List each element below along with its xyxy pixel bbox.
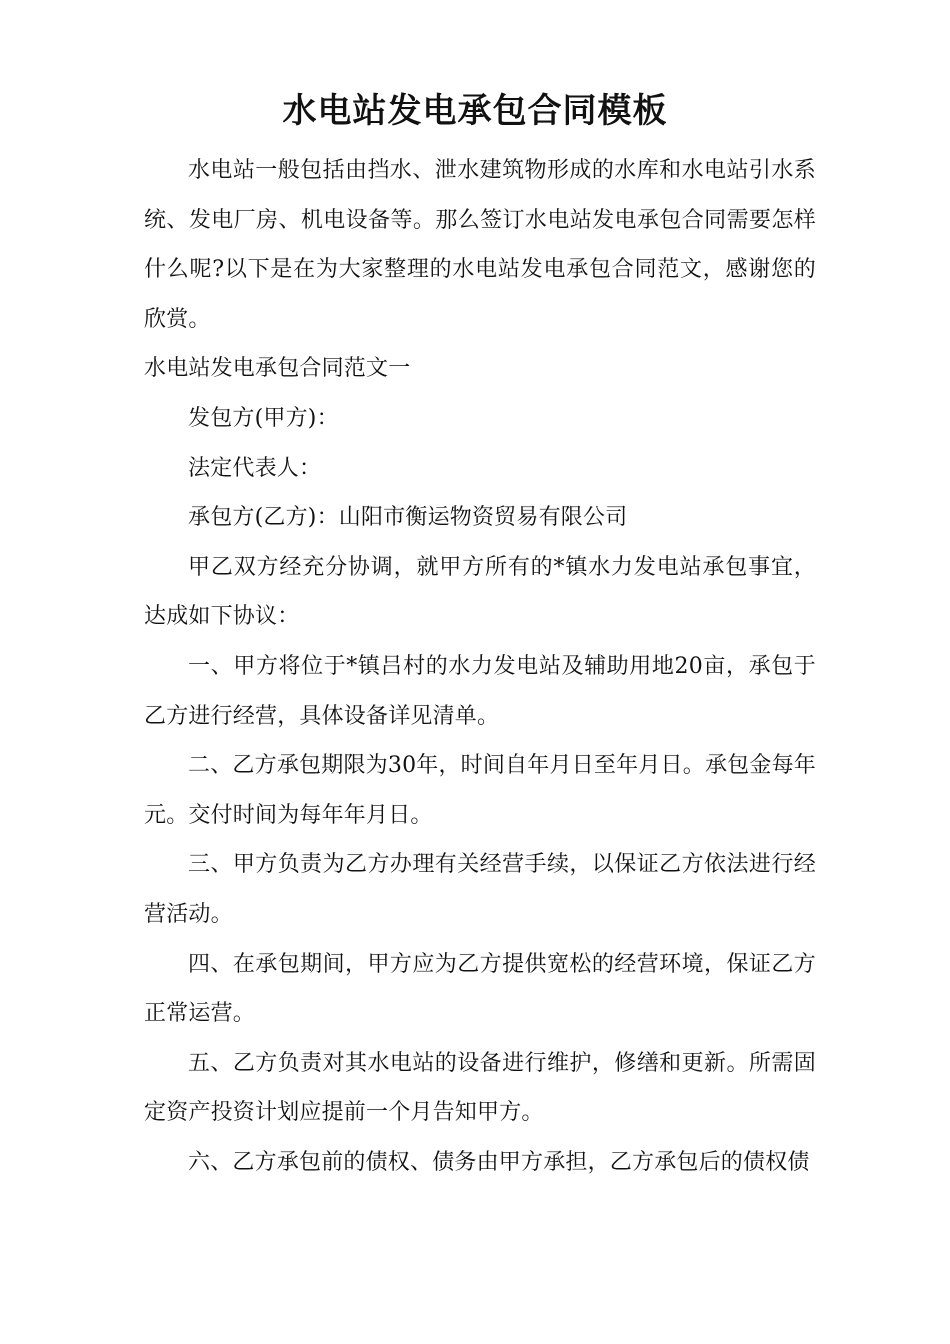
document-title: 水电站发电承包合同模板 [282,91,668,131]
document-body [144,146,816,1187]
clause-3: 三、甲方负责为乙方办理有关经营手续，以保证乙方依法进行经营活动。 [144,852,816,927]
clause-2: 二、乙方承包期限为30年，时间自年月日至年月日。承包金每年元。交付时间为每年年月日。 [144,753,816,828]
clause-4: 四、在承包期间，甲方应为乙方提供宽松的经营环境，保证乙方正常运营。 [144,951,816,1027]
section-heading: 水电站发电承包合同范文一 [144,356,411,382]
party-a-line: 发包方(甲方)： [188,405,339,431]
legal-representative-line: 法定代表人： [188,455,322,481]
clause-5: 五、乙方负责对其水电站的设备进行维护，修缮和更新。所需固定资产投资计划应提前一个月告知甲方。 [144,1050,816,1126]
clause-6: 六、乙方承包前的债权、债务由甲方承担，乙方承包后的债权债 [188,1149,810,1175]
agreement-preamble: 甲乙双方经充分协调，就甲方所有的*镇水力发电站承包事宜，达成如下协议： [144,554,816,630]
intro-paragraph: 水电站一般包括由挡水、泄水建筑物形成的水库和水电站引水系统、发电厂房、机电设备等。那么签订水电站发电承包合同需要怎样什么呢?以下是在为大家整理的水电站发电承包合同范文，感谢您的欣赏。 [144,158,816,332]
clause-1: 一、甲方将位于*镇吕村的水力发电站及辅助用地20亩，承包于乙方进行经营，具体设备详见清单。 [144,653,816,729]
party-b-line: 承包方(乙方)：山阳市衡运物资贸易有限公司 [188,505,628,531]
